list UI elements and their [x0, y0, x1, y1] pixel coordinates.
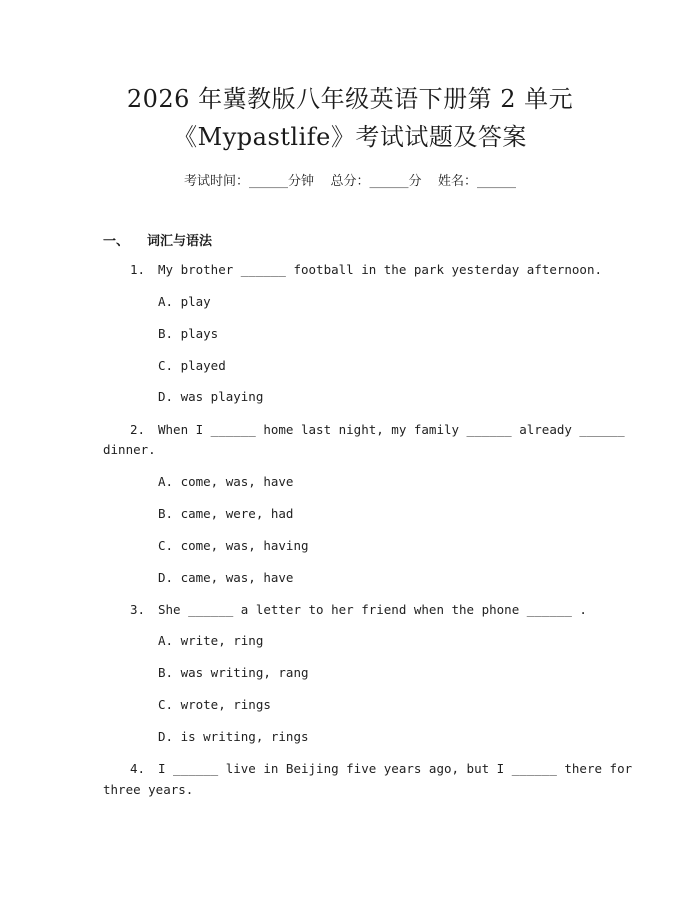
- section-number: 一、: [103, 234, 130, 249]
- section-heading: [103, 230, 212, 249]
- option: A. write, ring: [158, 633, 264, 648]
- option: D. was playing: [158, 389, 264, 404]
- question-text: When I ______ home last night, my family ______ already ______: [158, 422, 625, 437]
- option: A. play: [158, 294, 211, 309]
- question-text: I ______ live in Beijing five years ago, but I ______ there for: [158, 761, 633, 776]
- title-line-2: 《Mypastlife》考试试题及答案: [173, 123, 527, 151]
- title-line-1: 2026 年冀教版八年级英语下册第 2 单元: [126, 85, 574, 113]
- section-label: 词汇与语法: [147, 234, 213, 249]
- question-number: 4.: [130, 761, 146, 776]
- question-text-continued: three years.: [103, 782, 194, 797]
- question-number: 3.: [130, 602, 146, 617]
- option: C. wrote, rings: [158, 697, 271, 712]
- option: D. came, was, have: [158, 570, 294, 585]
- option: C. played: [158, 358, 226, 373]
- question-number: 1.: [130, 262, 146, 277]
- exam-meta: 考试时间：______分钟 总分：______分 姓名：______: [183, 174, 517, 189]
- option: B. was writing, rang: [158, 665, 309, 680]
- option: D. is writing, rings: [158, 729, 309, 744]
- question-number: 2.: [130, 422, 146, 437]
- question-text: She ______ a letter to her friend when the phone ______ .: [158, 602, 587, 617]
- option: A. come, was, have: [158, 474, 294, 489]
- option: B. came, were, had: [158, 506, 294, 521]
- question-text: My brother ______ football in the park yesterday afternoon.: [158, 262, 603, 277]
- option: C. come, was, having: [158, 538, 309, 553]
- question-text-continued: dinner.: [103, 442, 156, 457]
- option: B. plays: [158, 326, 219, 341]
